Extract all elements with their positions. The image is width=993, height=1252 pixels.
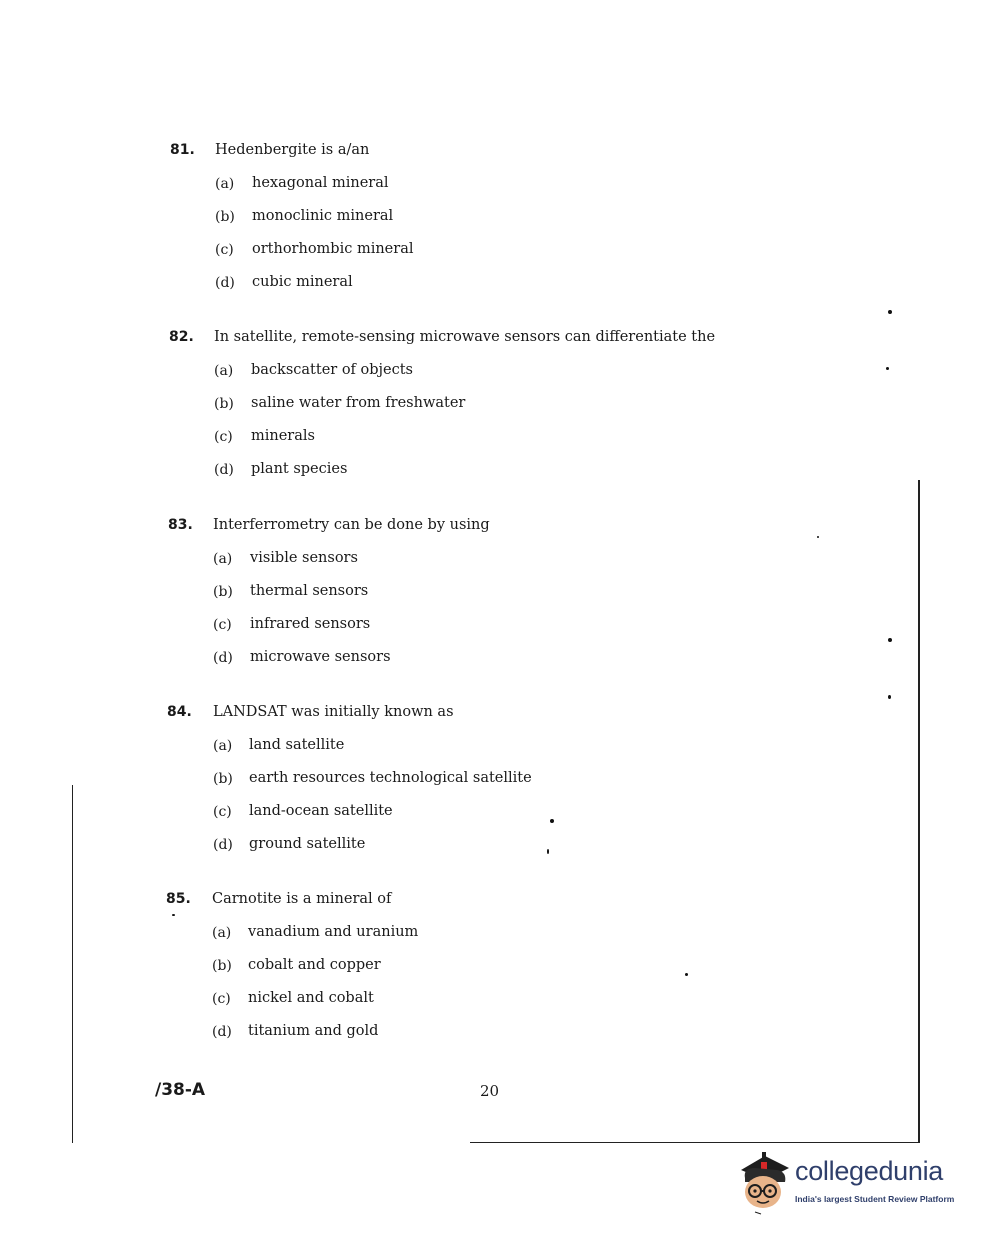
option-letter: (a) (214, 363, 234, 379)
scan-border-bottom (470, 1142, 920, 1143)
option-letter: (d) (215, 275, 235, 291)
option-text: microwave sensors (250, 649, 391, 665)
option-text: saline water from freshwater (251, 395, 466, 411)
question-text: In satellite, remote-sensing microwave sensors can differentiate the (214, 329, 716, 345)
scan-speck (888, 695, 891, 699)
option-text: nickel and cobalt (248, 990, 374, 1006)
option-letter: (d) (213, 650, 233, 666)
option-text: land-ocean satellite (249, 803, 393, 819)
option-text: visible sensors (250, 550, 358, 566)
option-text: orthorhombic mineral (252, 241, 414, 257)
option-letter: (a) (215, 176, 235, 192)
option-text: hexagonal mineral (252, 175, 389, 191)
option-letter: (b) (212, 958, 232, 974)
option-letter: (b) (213, 584, 233, 600)
paper-code: /38-A (155, 1080, 206, 1100)
question-number: 83. (168, 517, 193, 533)
question-text: Hedenbergite is a/an (215, 142, 370, 158)
option-text: minerals (251, 428, 315, 444)
brand-name: collegedunia (795, 1156, 944, 1186)
question-number: 84. (167, 704, 192, 720)
option-text: cubic mineral (252, 274, 353, 290)
option-letter: (d) (214, 462, 234, 478)
option-letter: (c) (215, 242, 234, 258)
brand-tagline: India's largest Student Review Platform (795, 1194, 955, 1204)
scan-speck (685, 973, 688, 976)
option-letter: (a) (212, 925, 232, 941)
page-number: 20 (480, 1082, 500, 1100)
option-text: titanium and gold (248, 1023, 379, 1039)
question-number: 85. (166, 891, 191, 907)
option-text: earth resources technological satellite (249, 770, 532, 786)
scan-border-left (72, 785, 73, 1143)
option-letter: (c) (213, 617, 232, 633)
option-letter: (a) (213, 738, 233, 754)
scan-speck (547, 849, 549, 854)
option-text: cobalt and copper (248, 957, 381, 973)
option-letter: (b) (215, 209, 235, 225)
option-text: backscatter of objects (251, 362, 413, 378)
option-letter: (a) (213, 551, 233, 567)
option-letter: (c) (213, 804, 232, 820)
question-number: 81. (170, 142, 195, 158)
scan-speck (888, 638, 892, 642)
question-text: LANDSAT was initially known as (213, 704, 454, 720)
option-letter: (d) (213, 837, 233, 853)
question-text: Carnotite is a mineral of (212, 891, 392, 907)
scan-speck (886, 367, 889, 370)
scan-speck (888, 310, 892, 314)
collegedunia-watermark (735, 1148, 965, 1218)
question-text: Interferrometry can be done by using (213, 517, 490, 533)
option-text: plant species (251, 461, 348, 477)
option-text: land satellite (249, 737, 345, 753)
question-number: 82. (169, 329, 194, 345)
option-letter: (b) (214, 396, 234, 412)
option-text: thermal sensors (250, 583, 369, 599)
option-text: ground satellite (249, 836, 366, 852)
option-text: monoclinic mineral (252, 208, 394, 224)
option-text: vanadium and uranium (248, 924, 419, 940)
option-letter: (c) (214, 429, 233, 445)
scan-border-right (918, 480, 920, 1143)
option-letter: (d) (212, 1024, 232, 1040)
mascot-graduation-cap-icon (735, 1148, 795, 1218)
option-letter: (c) (212, 991, 231, 1007)
scan-speck (817, 536, 819, 538)
scan-speck (550, 819, 554, 823)
option-text: infrared sensors (250, 616, 371, 632)
option-letter: (b) (213, 771, 233, 787)
scan-speck (172, 914, 175, 916)
